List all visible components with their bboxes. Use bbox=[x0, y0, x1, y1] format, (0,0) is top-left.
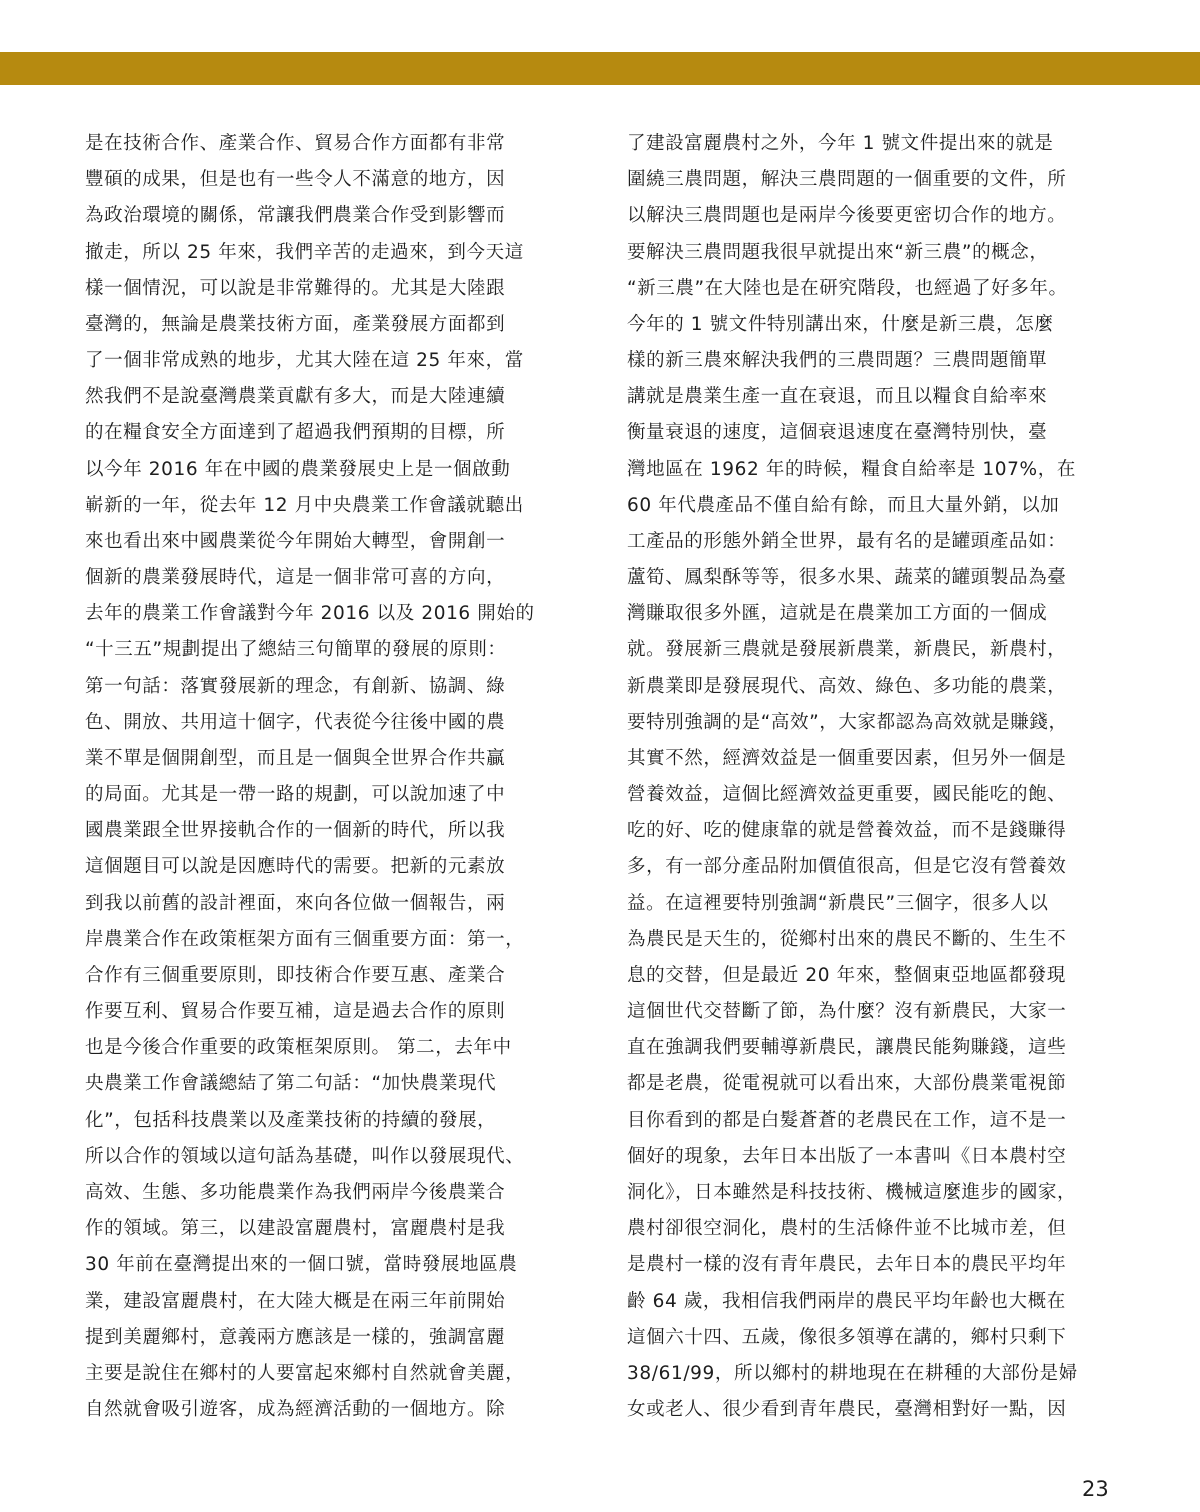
text-line: 就。發展新三農就是發展新農業，新農民，新農村， bbox=[627, 639, 1067, 661]
text-line: 息的交替，但是最近 20 年來，整個東亞地區都發現 bbox=[627, 964, 1066, 986]
text-line: 到我以前舊的設計裡面，來向各位做一個報告，兩 bbox=[85, 892, 506, 914]
text-line: 化”，包括科技農業以及產業技術的持續的發展， bbox=[85, 1109, 497, 1131]
text-line: 女或老人、很少看到青年農民，臺灣相對好一點，因 bbox=[627, 1399, 1067, 1421]
text-line: 圍繞三農問題，解決三農問題的一個重要的文件，所 bbox=[627, 169, 1067, 191]
text-line: 業不單是個開創型，而且是一個與全世界合作共贏 bbox=[85, 747, 506, 769]
text-line: 以今年 2016 年在中國的農業發展史上是一個啟動 bbox=[85, 458, 511, 480]
text-line: 新農業即是發展現代、高效、綠色、多功能的農業， bbox=[627, 675, 1067, 697]
text-line: 齡 64 歲，我相信我們兩岸的農民平均年齡也大概在 bbox=[627, 1290, 1066, 1312]
text-line: 撤走，所以 25 年來，我們辛苦的走過來，到今天這 bbox=[85, 241, 524, 263]
left-text-column bbox=[85, 126, 555, 1428]
text-line: 農村卻很空洞化，農村的生活條件並不比城市差，但 bbox=[627, 1218, 1067, 1240]
text-line: 這個題目可以說是因應時代的需要。把新的元素放 bbox=[85, 856, 506, 878]
text-line: 今年的 1 號文件特別講出來，什麼是新三農，怎麼 bbox=[627, 313, 1054, 335]
header-color-band bbox=[0, 52, 1200, 85]
text-line: 灣賺取很多外匯，這就是在農業加工方面的一個成 bbox=[627, 603, 1048, 625]
text-line: 這個六十四、五歲，像很多領導在講的，鄉村只剩下 bbox=[627, 1326, 1067, 1348]
text-line: 岸農業合作在政策框架方面有三個重要方面：第一， bbox=[85, 928, 525, 950]
text-line: 蘆筍、鳳梨酥等等，很多水果、蔬菜的罐頭製品為臺 bbox=[627, 567, 1067, 589]
text-line: 樣一個情況，可以說是非常難得的。尤其是大陸跟 bbox=[85, 277, 506, 299]
text-line: 為政治環境的關係，常讓我們農業合作受到影響而 bbox=[85, 205, 506, 227]
text-line: 主要是說住在鄉村的人要富起來鄉村自然就會美麗， bbox=[85, 1362, 525, 1384]
right-text-column bbox=[627, 126, 1097, 1428]
text-line: 然我們不是說臺灣農業貢獻有多大，而是大陸連續 bbox=[85, 386, 506, 408]
text-line: 臺灣的，無論是農業技術方面，產業發展方面都到 bbox=[85, 313, 506, 335]
text-line: 提到美麗鄉村，意義兩方應該是一樣的，強調富麗 bbox=[85, 1326, 506, 1348]
text-line: 衡量衰退的速度，這個衰退速度在臺灣特別快，臺 bbox=[627, 422, 1048, 444]
text-line: 其實不然，經濟效益是一個重要因素，但另外一個是 bbox=[627, 747, 1067, 769]
text-line: 是農村一樣的沒有青年農民，去年日本的農民平均年 bbox=[627, 1254, 1067, 1276]
text-line: 吃的好、吃的健康靠的就是營養效益，而不是錢賺得 bbox=[627, 820, 1067, 842]
text-line: 個新的農業發展時代，這是一個非常可喜的方向， bbox=[85, 567, 506, 589]
text-line: 樣的新三農來解決我們的三農問題？三農問題簡單 bbox=[627, 350, 1048, 372]
text-line: 營養效益，這個比經濟效益更重要，國民能吃的飽、 bbox=[627, 784, 1067, 806]
text-line: 要解決三農問題我很早就提出來“新三農”的概念， bbox=[627, 241, 1049, 263]
text-line: 所以合作的領域以這句話為基礎，叫作以發展現代、 bbox=[85, 1145, 525, 1167]
text-line: 了建設富麗農村之外，今年 1 號文件提出來的就是 bbox=[627, 133, 1054, 154]
text-line: 第一句話：落實發展新的理念，有創新、協調、綠 bbox=[85, 675, 506, 697]
text-line: 要特別強調的是“高效”，大家都認為高效就是賺錢， bbox=[627, 711, 1068, 733]
page-number: 23 bbox=[1082, 1477, 1109, 1501]
text-line: 講就是農業生產一直在衰退，而且以糧食自給率來 bbox=[627, 386, 1048, 408]
text-line: 洞化》，日本雖然是科技技術、機械這麼進步的國家， bbox=[627, 1181, 1077, 1203]
text-line: 益。在這裡要特別強調“新農民”三個字，很多人以 bbox=[627, 892, 1049, 914]
text-line: 38/61/99，所以鄉村的耕地現在在耕種的大部份是婦 bbox=[627, 1362, 1078, 1384]
text-line: 為農民是天生的，從鄉村出來的農民不斷的、生生不 bbox=[627, 928, 1067, 950]
text-line: “十三五”規劃提出了總結三句簡單的發展的原則： bbox=[85, 639, 507, 661]
text-line: 業，建設富麗農村，在大陸大概是在兩三年前開始 bbox=[85, 1290, 506, 1312]
text-line: 30 年前在臺灣提出來的一個口號，當時發展地區農 bbox=[85, 1254, 518, 1276]
text-line: 來也看出來中國農業從今年開始大轉型，會開創一 bbox=[85, 530, 506, 552]
text-line: 工產品的形態外銷全世界，最有名的是罐頭產品如： bbox=[627, 530, 1067, 552]
text-line: 灣地區在 1962 年的時候，糧食自給率是 107%，在 bbox=[627, 458, 1076, 480]
text-line: 色、開放、共用這十個字，代表從今往後中國的農 bbox=[85, 711, 506, 733]
text-line: 這個世代交替斷了節，為什麼？沒有新農民，大家一 bbox=[627, 1001, 1067, 1023]
text-line: 也是今後合作重要的政策框架原則。 第二，去年中 bbox=[85, 1037, 512, 1059]
text-line: 多，有一部分產品附加價值很高，但是它沒有營養效 bbox=[627, 856, 1067, 878]
text-line: 作的領域。第三，以建設富麗農村，富麗農村是我 bbox=[85, 1218, 506, 1240]
text-line: 60 年代農產品不僅自給有餘，而且大量外銷，以加 bbox=[627, 494, 1060, 516]
text-line: 的局面。尤其是一帶一路的規劃，可以說加速了中 bbox=[85, 784, 506, 806]
text-line: 央農業工作會議總結了第二句話：“加快農業現代 bbox=[85, 1073, 497, 1095]
text-line: 高效、生態、多功能農業作為我們兩岸今後農業合 bbox=[85, 1181, 506, 1203]
text-line: 以解決三農問題也是兩岸今後要更密切合作的地方。 bbox=[627, 205, 1067, 227]
text-line: 是在技術合作、產業合作、貿易合作方面都有非常 bbox=[85, 133, 506, 154]
text-line: 自然就會吸引遊客，成為經濟活動的一個地方。除 bbox=[85, 1399, 506, 1421]
text-line: 了一個非常成熟的地步，尤其大陸在這 25 年來，當 bbox=[85, 350, 524, 372]
text-line: 個好的現象，去年日本出版了一本書叫《日本農村空 bbox=[627, 1145, 1067, 1167]
text-line: 國農業跟全世界接軌合作的一個新的時代，所以我 bbox=[85, 820, 506, 842]
text-line: 的在糧食安全方面達到了超過我們預期的目標，所 bbox=[85, 422, 506, 444]
text-line: 作要互利、貿易合作要互補，這是過去合作的原則 bbox=[85, 1001, 506, 1023]
text-line: 去年的農業工作會議對今年 2016 以及 2016 開始的 bbox=[85, 603, 535, 625]
text-line: “新三農”在大陸也是在研究階段，也經過了好多年。 bbox=[627, 277, 1068, 299]
text-line: 目你看到的都是白髮蒼蒼的老農民在工作，這不是一 bbox=[627, 1109, 1067, 1131]
text-line: 嶄新的一年，從去年 12 月中央農業工作會議就聽出 bbox=[85, 494, 524, 516]
text-line: 合作有三個重要原則，即技術合作要互惠、產業合 bbox=[85, 964, 506, 986]
text-line: 都是老農，從電視就可以看出來，大部份農業電視節 bbox=[627, 1073, 1067, 1095]
text-line: 豐碩的成果，但是也有一些令人不滿意的地方，因 bbox=[85, 169, 506, 191]
text-line: 直在強調我們要輔導新農民，讓農民能夠賺錢，這些 bbox=[627, 1037, 1067, 1059]
